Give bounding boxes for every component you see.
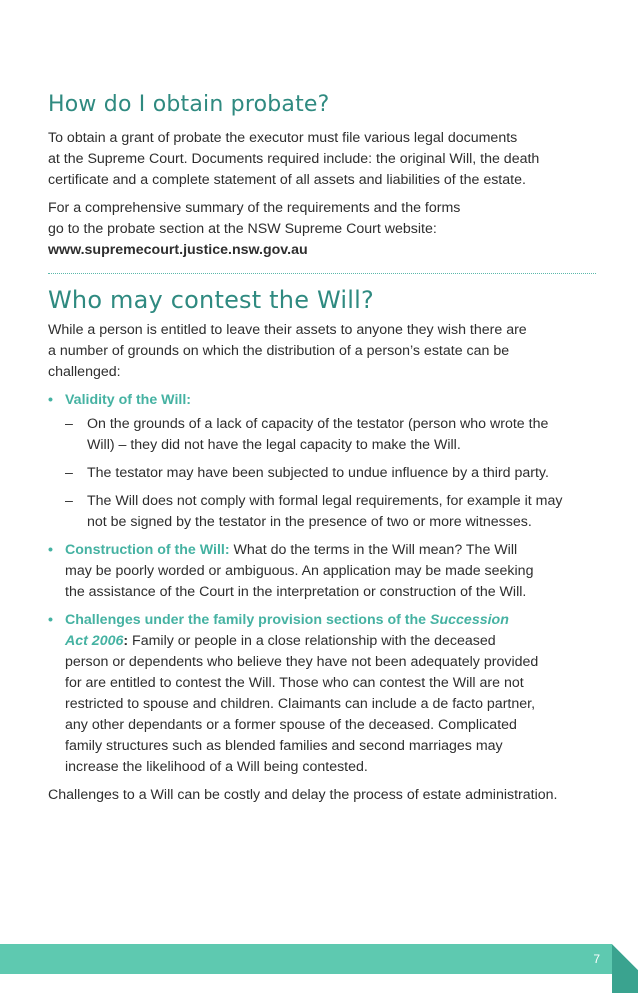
text-line: certificate and a complete statement of all assets and liabilities of the estate.	[48, 172, 526, 188]
text-line: person or dependents who believe they have not been adequately provided	[65, 654, 539, 670]
text-line: may be poorly worded or ambiguous. An application may be made seeking	[65, 563, 534, 579]
list-item	[65, 491, 596, 533]
supreme-court-link[interactable]: www.supremecourt.justice.nsw.gov.au	[48, 242, 308, 258]
closing-paragraph: Challenges to a Will can be costly and delay the process of estate administration.	[48, 787, 558, 803]
text-line: Will) – they did not have the legal capacity to make the Will.	[87, 437, 461, 453]
text-line: not be signed by the testator in the presence of two or more witnesses.	[87, 514, 532, 530]
text-line: any other dependants or a former spouse of the deceased. Complicated	[65, 717, 517, 733]
list-item-validity	[48, 390, 596, 533]
probate-forms-paragraph	[48, 198, 596, 261]
heading-italic: Act 2006	[65, 633, 124, 649]
text-line: Family or people in a close relationship with the deceased	[128, 633, 496, 649]
list-item-construction	[48, 540, 596, 603]
text-line: for are entitled to contest the Will. Those who can contest the Will are not	[65, 675, 524, 691]
text-line: increase the likelihood of a Will being contested.	[65, 759, 368, 775]
list-item	[65, 463, 596, 484]
text-line: While a person is entitled to leave their assets to anyone they wish there are	[48, 322, 527, 338]
probate-heading: How do I obtain probate?	[48, 92, 330, 117]
list-item	[65, 414, 596, 456]
text-line: go to the probate section at the NSW Supreme Court website:	[48, 221, 437, 237]
page-number: 7	[593, 952, 600, 966]
text-line: the assistance of the Court in the interpretation or construction of the Will.	[65, 584, 527, 600]
text-line: family structures such as blended families and second marriages may	[65, 738, 503, 754]
validity-sublist	[65, 414, 596, 533]
bullet-icon: •	[48, 542, 53, 558]
text-line: a number of grounds on which the distribution of a person’s estate can be	[48, 343, 510, 359]
list-item-challenges	[48, 610, 596, 778]
probate-paragraph	[48, 128, 596, 191]
text-line: at the Supreme Court. Documents required include: the original Will, the death	[48, 151, 540, 167]
heading-italic: Succession	[430, 612, 509, 628]
text-line: What do the terms in the Will mean? The Will	[229, 542, 518, 558]
text-line: To obtain a grant of probate the executor must file various legal documents	[48, 130, 518, 146]
text-line: challenged:	[48, 364, 121, 380]
text-line: The Will does not comply with formal legal requirements, for example it may	[87, 493, 563, 509]
text-line: On the grounds of a lack of capacity of the testator (person who wrote the	[87, 416, 549, 432]
dotted-divider	[48, 273, 596, 274]
grounds-list	[48, 390, 596, 778]
text-line: For a comprehensive summary of the requirements and the forms	[48, 200, 461, 216]
heading-part: Challenges under the family provision sections of the	[65, 612, 431, 628]
dash-icon: –	[65, 416, 73, 432]
validity-heading: Validity of the Will:	[65, 392, 191, 408]
construction-heading: Construction of the Will:	[65, 542, 230, 558]
text-line: The testator may have been subjected to undue influence by a third party.	[87, 465, 549, 481]
dash-icon: –	[65, 493, 73, 509]
text-line: restricted to spouse and children. Claimants can include a de facto partner,	[65, 696, 536, 712]
page-content	[48, 90, 596, 806]
bullet-icon: •	[48, 612, 53, 628]
contest-heading: Who may contest the Will?	[48, 286, 374, 314]
bullet-icon: •	[48, 392, 53, 408]
page-corner-icon	[0, 920, 638, 993]
heading-colon: :	[123, 633, 129, 649]
contest-intro	[48, 320, 596, 383]
dash-icon: –	[65, 465, 73, 481]
